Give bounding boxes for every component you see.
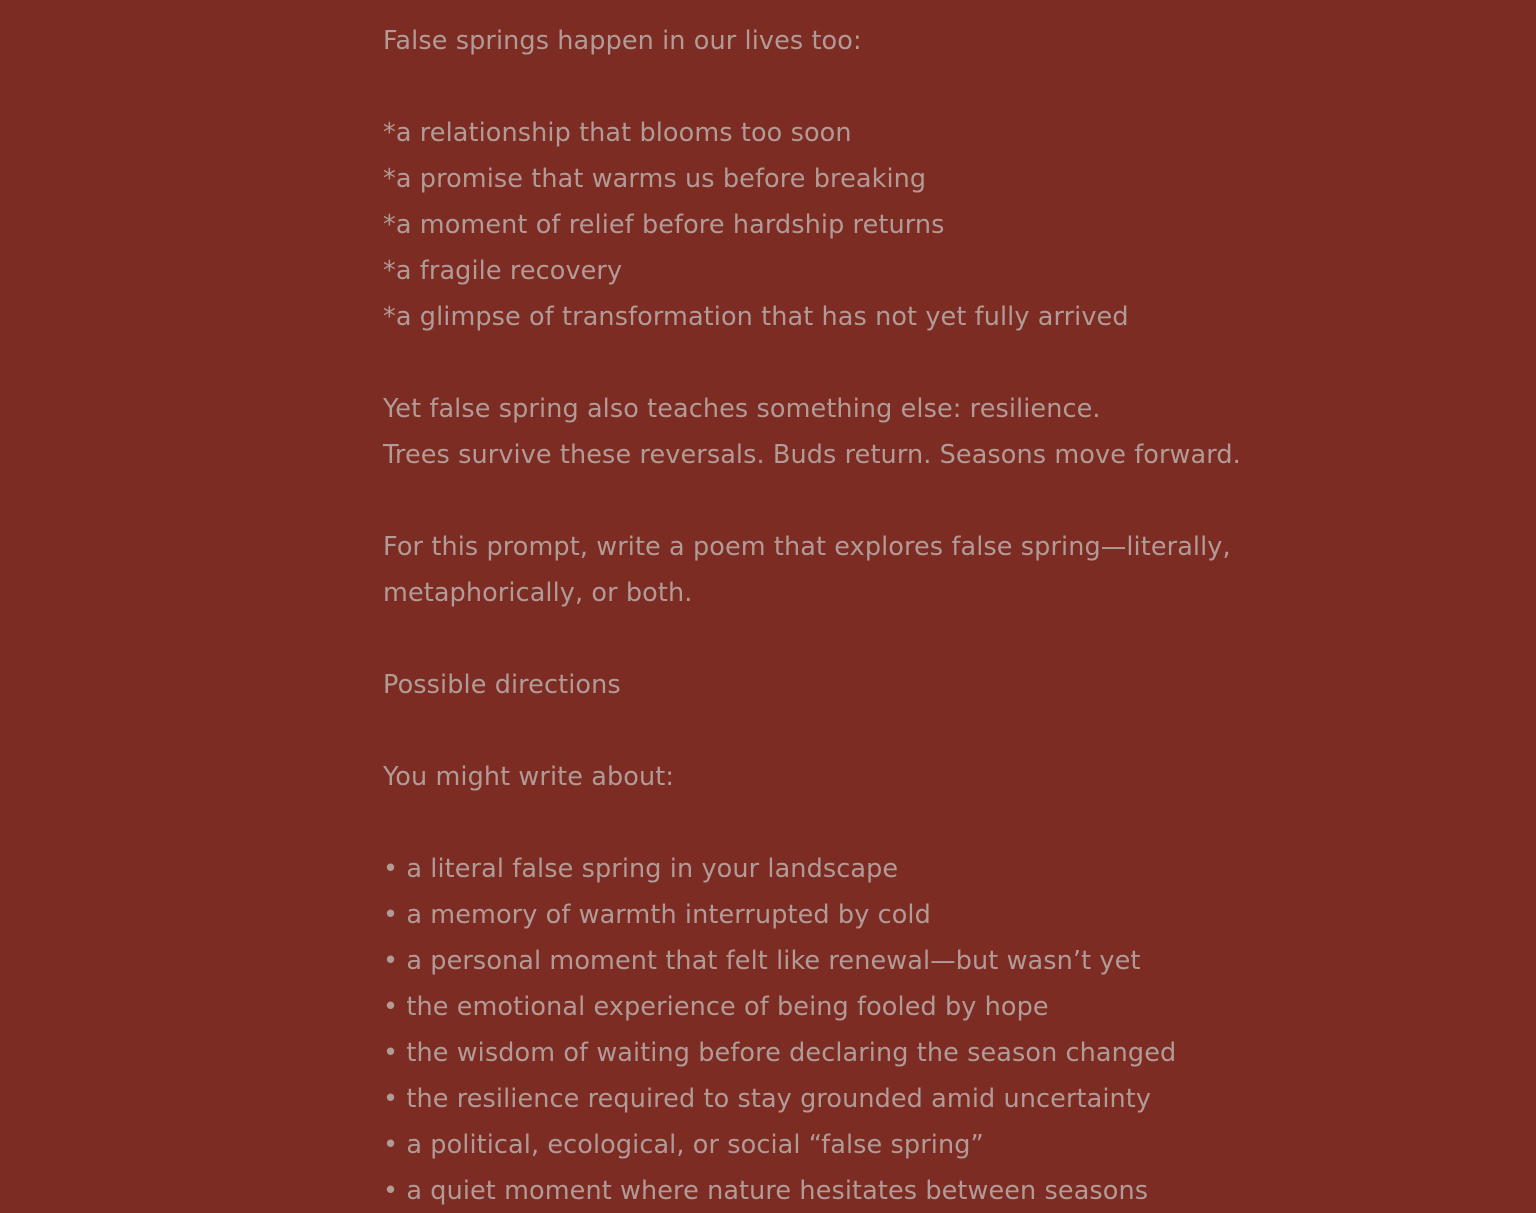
spacer bbox=[383, 800, 1383, 846]
resilience-line: Yet false spring also teaches something else: resilience. bbox=[383, 394, 1101, 424]
spacer bbox=[383, 478, 1383, 524]
direction-item: • a literal false spring in your landscape bbox=[383, 854, 899, 884]
prompt-line: metaphorically, or both. bbox=[383, 578, 693, 608]
spacer bbox=[383, 64, 1383, 110]
direction-item: • a memory of warmth interrupted by cold bbox=[383, 900, 931, 930]
direction-item: • the emotional experience of being fooled by hope bbox=[383, 992, 1049, 1022]
direction-item: • the resilience required to stay grounded amid uncertainty bbox=[383, 1084, 1152, 1114]
direction-item: • the wisdom of waiting before declaring the season changed bbox=[383, 1038, 1177, 1068]
direction-item: • a political, ecological, or social “false spring” bbox=[383, 1130, 984, 1160]
resilience-line: Trees survive these reversals. Buds return. Seasons move forward. bbox=[383, 440, 1241, 470]
write-about-intro: You might write about: bbox=[383, 762, 675, 792]
prompt-line: For this prompt, write a poem that explores false spring—literally, bbox=[383, 532, 1231, 562]
prompt-text-block bbox=[383, 18, 1383, 1213]
spacer bbox=[383, 616, 1383, 662]
example-item: *a relationship that blooms too soon bbox=[383, 118, 852, 148]
example-item: *a moment of relief before hardship returns bbox=[383, 210, 945, 240]
intro-line: False springs happen in our lives too: bbox=[383, 26, 862, 56]
directions-heading: Possible directions bbox=[383, 670, 621, 700]
example-item: *a promise that warms us before breaking bbox=[383, 164, 927, 194]
example-item: *a glimpse of transformation that has not yet fully arrived bbox=[383, 302, 1129, 332]
spacer bbox=[383, 708, 1383, 754]
example-item: *a fragile recovery bbox=[383, 256, 623, 286]
direction-item: • a quiet moment where nature hesitates between seasons bbox=[383, 1176, 1149, 1206]
spacer bbox=[383, 340, 1383, 386]
direction-item: • a personal moment that felt like renewal—but wasn’t yet bbox=[383, 946, 1141, 976]
